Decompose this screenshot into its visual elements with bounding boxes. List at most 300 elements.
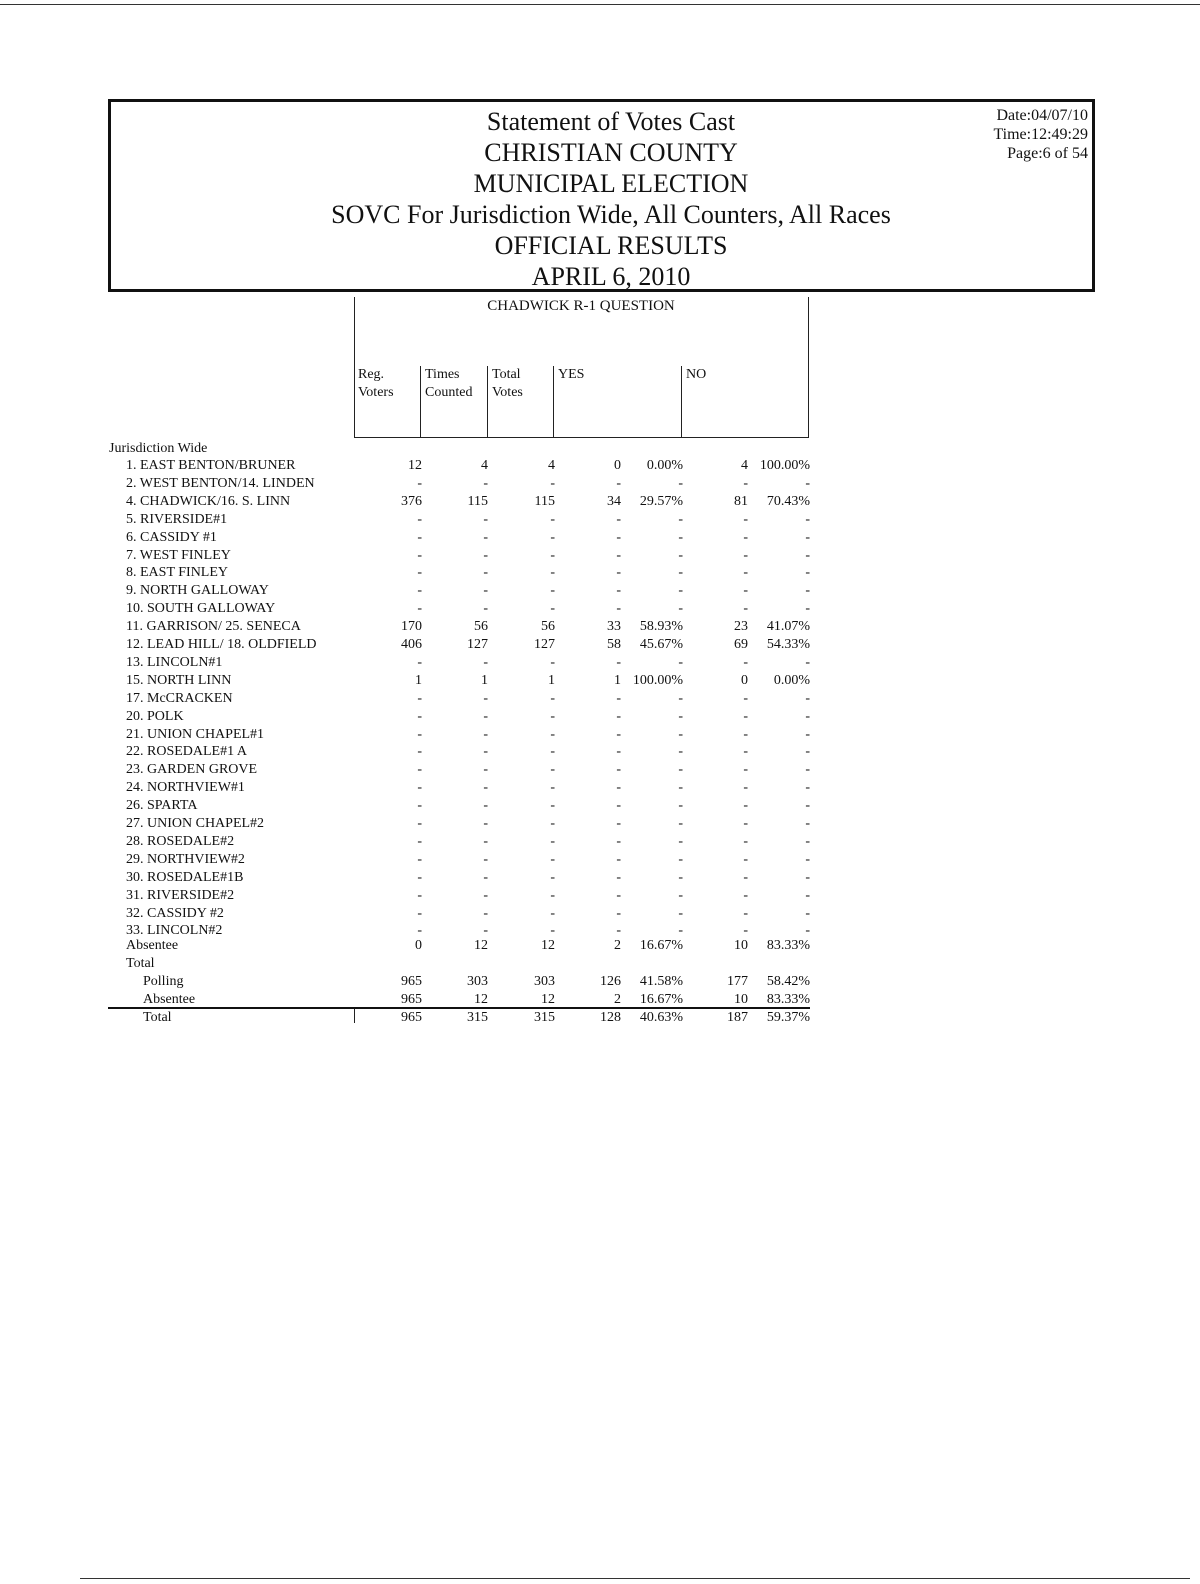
cell-total-votes: - (550, 780, 555, 795)
cell-yes-votes: 2 (614, 938, 621, 953)
cell-yes-percent: - (678, 906, 683, 921)
cell-no-percent: - (805, 870, 810, 885)
cell-total-votes: - (550, 476, 555, 491)
cell-no-votes: - (743, 530, 748, 545)
cell-yes-percent: - (678, 709, 683, 724)
cell-times-counted: - (483, 583, 488, 598)
cell-total-votes: - (550, 870, 555, 885)
cell-yes-votes: - (616, 870, 621, 885)
cell-times-counted: - (483, 780, 488, 795)
total-section-label: Total (126, 956, 155, 971)
cell-reg-voters: - (417, 870, 422, 885)
cell-reg-voters: 12 (408, 458, 422, 473)
table-row (0, 797, 1200, 815)
cell-yes-votes: - (616, 548, 621, 563)
cell-yes-percent: - (678, 691, 683, 706)
cell-name: 7. WEST FINLEY (126, 548, 231, 563)
col-divider-yes (553, 366, 554, 437)
cell-yes-votes: 0 (614, 458, 621, 473)
totals-rule (108, 1007, 810, 1009)
cell-yes-votes: - (616, 780, 621, 795)
col-divider-total (487, 366, 488, 437)
cell-no-percent: - (805, 798, 810, 813)
cell-name: 17. McCRACKEN (126, 691, 233, 706)
cell-no-percent: - (805, 780, 810, 795)
cell-reg-voters: 170 (401, 619, 422, 634)
report-date: Date:04/07/10 (996, 107, 1088, 124)
cell-total-votes: 12 (541, 992, 555, 1007)
cell-yes-percent: - (678, 923, 683, 938)
cell-no-votes: - (743, 906, 748, 921)
col-head-times-counted-line2: Counted (425, 385, 473, 400)
cell-reg-voters: 406 (401, 637, 422, 652)
cell-no-percent: 54.33% (766, 637, 810, 652)
col-head-times-counted-line1: Times (425, 367, 460, 382)
cell-yes-votes: - (616, 906, 621, 921)
cell-times-counted: - (483, 923, 488, 938)
col-head-total-votes (492, 366, 523, 402)
table-row (0, 708, 1200, 726)
cell-yes-percent: 29.57% (639, 494, 683, 509)
cell-no-votes: - (743, 476, 748, 491)
table-row (0, 833, 1200, 851)
cell-reg-voters: 965 (401, 992, 422, 1007)
cell-yes-percent: - (678, 601, 683, 616)
cell-reg-voters: - (417, 548, 422, 563)
cell-yes-votes: - (616, 852, 621, 867)
table-row (0, 547, 1200, 565)
cell-no-votes: - (743, 923, 748, 938)
cell-yes-votes: 128 (600, 1010, 621, 1025)
cell-reg-voters: 965 (401, 974, 422, 989)
cell-times-counted: - (483, 601, 488, 616)
cell-reg-voters: - (417, 798, 422, 813)
jurisdiction-wide-label: Jurisdiction Wide (109, 441, 208, 456)
table-row (0, 511, 1200, 529)
cell-yes-votes: 1 (614, 673, 621, 688)
cell-total-votes: - (550, 530, 555, 545)
cell-yes-votes: - (616, 798, 621, 813)
cell-total-votes: - (550, 816, 555, 831)
table-row (0, 636, 1200, 654)
cell-no-percent: 70.43% (766, 494, 810, 509)
cell-yes-votes: - (616, 727, 621, 742)
cell-no-votes: - (743, 870, 748, 885)
cell-no-votes: - (743, 583, 748, 598)
cell-no-votes: 69 (734, 637, 748, 652)
cell-yes-percent: - (678, 530, 683, 545)
cell-no-percent: - (805, 601, 810, 616)
cell-no-votes: - (743, 709, 748, 724)
cell-times-counted: - (483, 512, 488, 527)
col-head-total-votes-line1: Total (492, 367, 521, 382)
cell-no-votes: - (743, 727, 748, 742)
cell-yes-votes: - (616, 888, 621, 903)
col-head-reg-voters (358, 366, 394, 402)
cell-name: Absentee (126, 938, 179, 953)
cell-times-counted: - (483, 888, 488, 903)
cell-reg-voters: - (417, 727, 422, 742)
cell-yes-votes: - (616, 709, 621, 724)
cell-no-percent: - (805, 888, 810, 903)
cell-times-counted: 4 (481, 458, 488, 473)
cell-times-counted: 127 (467, 637, 488, 652)
cell-total-votes: 115 (534, 494, 555, 509)
cell-no-percent: 100.00% (759, 458, 810, 473)
cell-yes-votes: - (616, 744, 621, 759)
table-row (0, 905, 1200, 923)
table-row (0, 726, 1200, 744)
cell-reg-voters: - (417, 906, 422, 921)
cell-total-votes: - (550, 727, 555, 742)
title-line-6: APRIL 6, 2010 (531, 262, 691, 291)
cell-yes-percent: 41.58% (639, 974, 683, 989)
cell-total-votes: 303 (534, 974, 555, 989)
cell-yes-percent: - (678, 852, 683, 867)
bottom-scan-rule (80, 1578, 1190, 1579)
table-row (0, 779, 1200, 797)
cell-total-votes: - (550, 798, 555, 813)
cell-total-votes: - (550, 762, 555, 777)
cell-total-votes: 127 (534, 637, 555, 652)
cell-total-votes: - (550, 512, 555, 527)
cell-yes-votes: 58 (607, 637, 621, 652)
cell-times-counted: - (483, 798, 488, 813)
cell-name: 30. ROSEDALE#1B (126, 870, 244, 885)
cell-no-votes: - (743, 565, 748, 580)
cell-times-counted: - (483, 709, 488, 724)
cell-yes-votes: - (616, 512, 621, 527)
col-head-reg-voters-line2: Voters (358, 385, 394, 400)
table-row (0, 654, 1200, 672)
cell-reg-voters: - (417, 530, 422, 545)
cell-name: Polling (143, 974, 184, 989)
cell-no-percent: - (805, 583, 810, 598)
cell-yes-votes: - (616, 583, 621, 598)
cell-times-counted: - (483, 530, 488, 545)
title-line-4: SOVC For Jurisdiction Wide, All Counters, All Races (331, 200, 891, 229)
cell-name: 24. NORTHVIEW#1 (126, 780, 245, 795)
cell-yes-votes: - (616, 565, 621, 580)
cell-name: 2. WEST BENTON/14. LINDEN (126, 476, 315, 491)
title-line-1: Statement of Votes Cast (486, 107, 736, 136)
cell-no-votes: 0 (741, 673, 748, 688)
table-row (0, 672, 1200, 690)
cell-name: 1. EAST BENTON/BRUNER (126, 458, 296, 473)
table-row (0, 743, 1200, 761)
cell-reg-voters: - (417, 709, 422, 724)
cell-total-votes: 4 (548, 458, 555, 473)
cell-no-percent: 59.37% (766, 1010, 810, 1025)
table-left-border (354, 297, 355, 437)
cell-reg-voters: 0 (415, 938, 422, 953)
cell-name: 31. RIVERSIDE#2 (126, 888, 235, 903)
title-line-3: MUNICIPAL ELECTION (473, 169, 749, 198)
cell-no-votes: 177 (727, 974, 748, 989)
cell-yes-votes: - (616, 655, 621, 670)
cell-times-counted: - (483, 727, 488, 742)
cell-name: 6. CASSIDY #1 (126, 530, 217, 545)
cell-times-counted: 12 (474, 938, 488, 953)
cell-total-votes: - (550, 709, 555, 724)
cell-no-percent: 0.00% (773, 673, 810, 688)
cell-yes-percent: - (678, 583, 683, 598)
cell-no-percent: - (805, 655, 810, 670)
cell-yes-votes: - (616, 923, 621, 938)
cell-total-votes: - (550, 583, 555, 598)
table-row (0, 869, 1200, 887)
col-divider-no (681, 366, 682, 437)
cell-no-percent: - (805, 530, 810, 545)
cell-no-votes: - (743, 762, 748, 777)
cell-no-percent: 83.33% (766, 938, 810, 953)
cell-name: 26. SPARTA (126, 798, 198, 813)
cell-no-votes: - (743, 744, 748, 759)
cell-total-votes: - (550, 655, 555, 670)
report-page: Page:6 of 54 (1007, 145, 1088, 162)
cell-times-counted: 315 (467, 1010, 488, 1025)
cell-yes-votes: 34 (607, 494, 621, 509)
race-title: CHADWICK R-1 QUESTION (487, 298, 675, 314)
cell-times-counted: - (483, 548, 488, 563)
cell-reg-voters: - (417, 762, 422, 777)
cell-name: 22. ROSEDALE#1 A (126, 744, 247, 759)
cell-reg-voters: - (417, 888, 422, 903)
table-row (0, 600, 1200, 618)
cell-total-votes: 56 (541, 619, 555, 634)
table-row (0, 690, 1200, 708)
cell-times-counted: 1 (481, 673, 488, 688)
cell-no-votes: 187 (727, 1010, 748, 1025)
table-row (0, 564, 1200, 582)
cell-reg-voters: - (417, 583, 422, 598)
cell-no-votes: 10 (734, 938, 748, 953)
cell-yes-votes: - (616, 691, 621, 706)
cell-times-counted: - (483, 816, 488, 831)
cell-total-votes: 315 (534, 1010, 555, 1025)
cell-total-votes: 12 (541, 938, 555, 953)
cell-no-percent: 83.33% (766, 992, 810, 1007)
cell-name: 5. RIVERSIDE#1 (126, 512, 228, 527)
cell-yes-percent: - (678, 565, 683, 580)
cell-yes-percent: 58.93% (639, 619, 683, 634)
cell-yes-votes: 33 (607, 619, 621, 634)
cell-yes-votes: - (616, 816, 621, 831)
cell-reg-voters: - (417, 691, 422, 706)
cell-name: 4. CHADWICK/16. S. LINN (126, 494, 291, 509)
cell-reg-voters: - (417, 601, 422, 616)
cell-total-votes: - (550, 548, 555, 563)
cell-yes-percent: - (678, 512, 683, 527)
cell-no-votes: 81 (734, 494, 748, 509)
cell-yes-percent: - (678, 798, 683, 813)
cell-reg-voters: - (417, 923, 422, 938)
table-row (0, 457, 1200, 475)
cell-yes-percent: - (678, 888, 683, 903)
cell-yes-percent: 16.67% (639, 992, 683, 1007)
cell-total-votes: - (550, 744, 555, 759)
cell-yes-votes: 2 (614, 992, 621, 1007)
col-head-total-votes-line2: Votes (492, 385, 523, 400)
cell-no-percent: - (805, 727, 810, 742)
cell-no-percent: 41.07% (766, 619, 810, 634)
cell-times-counted: - (483, 655, 488, 670)
cell-no-percent: - (805, 834, 810, 849)
cell-times-counted: 56 (474, 619, 488, 634)
cell-name: 27. UNION CHAPEL#2 (126, 816, 265, 831)
cell-no-votes: - (743, 655, 748, 670)
cell-total-votes: - (550, 601, 555, 616)
cell-no-percent: - (805, 906, 810, 921)
cell-no-percent: - (805, 565, 810, 580)
cell-times-counted: - (483, 852, 488, 867)
cell-yes-percent: 0.00% (646, 458, 683, 473)
cell-yes-percent: - (678, 816, 683, 831)
cell-name: 29. NORTHVIEW#2 (126, 852, 245, 867)
cell-name: 8. EAST FINLEY (126, 565, 229, 580)
cell-no-votes: - (743, 798, 748, 813)
cell-no-votes: - (743, 834, 748, 849)
table-row (0, 761, 1200, 779)
cell-no-votes: - (743, 888, 748, 903)
cell-no-percent: - (805, 744, 810, 759)
cell-reg-voters: - (417, 565, 422, 580)
cell-yes-percent: - (678, 548, 683, 563)
cell-total-votes: - (550, 906, 555, 921)
cell-name: 15. NORTH LINN (126, 673, 232, 688)
cell-reg-voters: - (417, 744, 422, 759)
cell-name: 32. CASSIDY #2 (126, 906, 224, 921)
cell-reg-voters: 376 (401, 494, 422, 509)
cell-yes-votes: - (616, 601, 621, 616)
cell-yes-votes: - (616, 476, 621, 491)
cell-times-counted: - (483, 744, 488, 759)
cell-reg-voters: - (417, 476, 422, 491)
cell-no-percent: - (805, 691, 810, 706)
cell-yes-votes: 126 (600, 974, 621, 989)
cell-times-counted: - (483, 870, 488, 885)
table-right-border (808, 297, 809, 437)
table-row (0, 475, 1200, 493)
cell-no-percent: 58.42% (766, 974, 810, 989)
cell-no-percent: - (805, 548, 810, 563)
cell-name: Total (143, 1010, 172, 1025)
cell-no-votes: - (743, 816, 748, 831)
title-line-5: OFFICIAL RESULTS (494, 231, 728, 260)
cell-reg-voters: 965 (401, 1010, 422, 1025)
cell-name: 11. GARRISON/ 25. SENECA (126, 619, 301, 634)
cell-name: 12. LEAD HILL/ 18. OLDFIELD (126, 637, 317, 652)
cell-yes-percent: - (678, 727, 683, 742)
cell-yes-percent: 100.00% (632, 673, 683, 688)
cell-total-votes: - (550, 691, 555, 706)
cell-times-counted: 12 (474, 992, 488, 1007)
cell-yes-votes: - (616, 834, 621, 849)
cell-yes-votes: - (616, 762, 621, 777)
cell-total-votes: - (550, 923, 555, 938)
cell-name: 13. LINCOLN#1 (126, 655, 223, 670)
table-row (0, 582, 1200, 600)
cell-reg-voters: - (417, 834, 422, 849)
cell-reg-voters: - (417, 512, 422, 527)
cell-name: 33. LINCOLN#2 (126, 923, 223, 938)
cell-times-counted: 303 (467, 974, 488, 989)
totals-row (0, 1009, 1200, 1027)
cell-yes-percent: - (678, 655, 683, 670)
cell-no-percent: - (805, 476, 810, 491)
title-line-2: CHRISTIAN COUNTY (484, 138, 738, 167)
cell-no-votes: - (743, 512, 748, 527)
cell-no-votes: - (743, 691, 748, 706)
cell-yes-percent: - (678, 744, 683, 759)
cell-no-votes: 10 (734, 992, 748, 1007)
table-row (0, 851, 1200, 869)
cell-times-counted: - (483, 906, 488, 921)
col-head-reg-voters-line1: Reg. (358, 367, 385, 382)
cell-no-percent: - (805, 852, 810, 867)
cell-times-counted: - (483, 762, 488, 777)
cell-reg-voters: - (417, 852, 422, 867)
cell-name: 20. POLK (126, 709, 184, 724)
cell-yes-percent: - (678, 870, 683, 885)
header-bottom-rule (354, 437, 809, 438)
cell-reg-voters: - (417, 816, 422, 831)
cell-times-counted: - (483, 834, 488, 849)
table-row (0, 529, 1200, 547)
cell-yes-percent: 45.67% (639, 637, 683, 652)
cell-no-percent: - (805, 709, 810, 724)
cell-yes-percent: - (678, 834, 683, 849)
col-divider-times (420, 366, 421, 437)
cell-total-votes: - (550, 888, 555, 903)
absentee-row (0, 937, 1200, 955)
col-head-no: NO (686, 367, 707, 382)
cell-times-counted: 115 (467, 494, 488, 509)
cell-no-percent: - (805, 923, 810, 938)
cell-name: 23. GARDEN GROVE (126, 762, 258, 777)
cell-times-counted: - (483, 476, 488, 491)
cell-yes-percent: - (678, 762, 683, 777)
report-time: Time:12:49:29 (993, 126, 1088, 143)
cell-name: 9. NORTH GALLOWAY (126, 583, 269, 598)
cell-no-percent: - (805, 762, 810, 777)
cell-no-votes: - (743, 601, 748, 616)
cell-times-counted: - (483, 691, 488, 706)
table-row (0, 618, 1200, 636)
cell-reg-voters: - (417, 655, 422, 670)
table-row (0, 887, 1200, 905)
cell-yes-percent: 16.67% (639, 938, 683, 953)
cell-yes-percent: 40.63% (639, 1010, 683, 1025)
cell-no-votes: - (743, 548, 748, 563)
cell-yes-percent: - (678, 476, 683, 491)
col-head-times-counted (425, 366, 472, 402)
cell-no-percent: - (805, 512, 810, 527)
cell-no-percent: - (805, 816, 810, 831)
table-row (0, 815, 1200, 833)
col-head-yes: YES (558, 367, 585, 382)
cell-yes-percent: - (678, 780, 683, 795)
cell-name: Absentee (143, 992, 196, 1007)
cell-name: 21. UNION CHAPEL#1 (126, 727, 265, 742)
totals-row (0, 973, 1200, 991)
cell-reg-voters: 1 (415, 673, 422, 688)
cell-name: 28. ROSEDALE#2 (126, 834, 235, 849)
cell-total-votes: - (550, 565, 555, 580)
cell-no-votes: 4 (741, 458, 748, 473)
cell-total-votes: - (550, 852, 555, 867)
cell-total-votes: 1 (548, 673, 555, 688)
